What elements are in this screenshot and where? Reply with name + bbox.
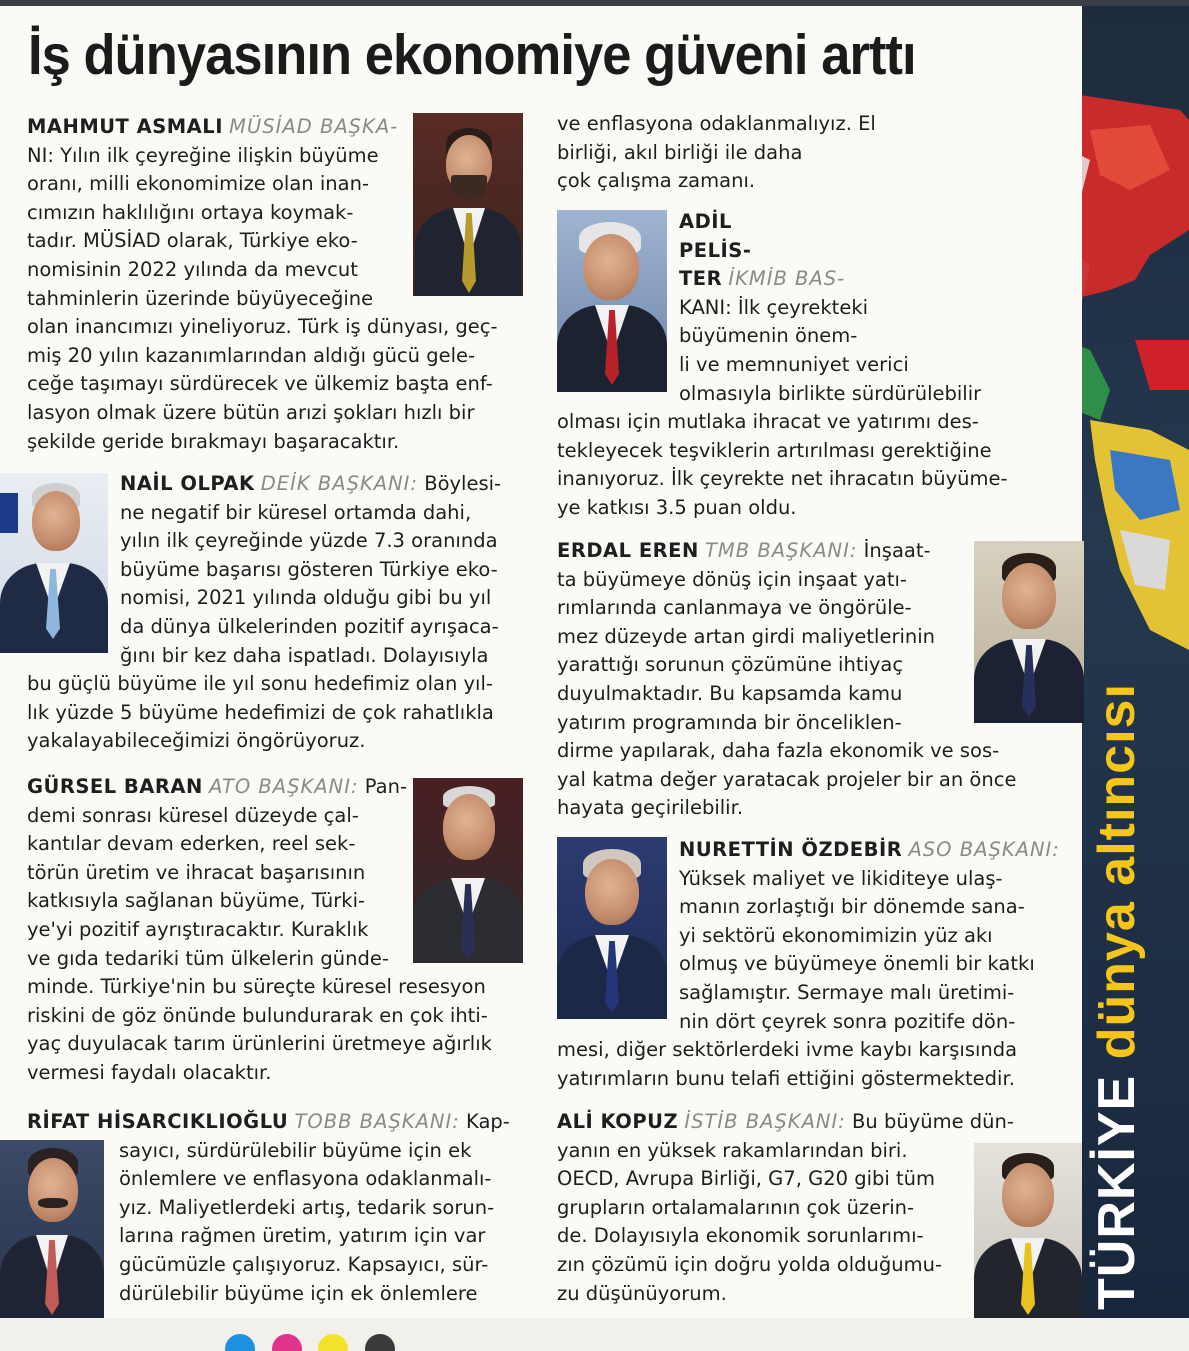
portrait-photo [413,778,523,963]
portrait-photo [974,541,1084,723]
quote-mahmut-asmali: MAHMUT ASMALI MÜSİAD BAŞKA- NI: Yılın ilk çeyreğine ilişkin büyüme oranı, milli ekonomimize olan inan- cımızın haklılığını ortaya koymak- tadır. MÜSİAD olarak, Türkiye eko- nomisinin 2022 yılında da mevcut tahminlerin üzerinde büyüyeceğine olan inancımızı yineliyoruz. Türk iş dünyası, geç- miş 20 yılın kazanımlarından aldığı gücü gele- ceğe taşımayı sürdürecek ve ülkemiz başta enf- lasyon olmak üzere bütün arızi şokları hızlı bir şekilde geride bırakmayı başaracaktır. [27,115,498,453]
quote-rifat-hisarciklioglu: RİFAT HİSARCIKLIOĞLU TOBB BAŞKANI: Kap- sayıcı, sürdürülebilir büyüme için ek önlemlere ve enflasyona odaklanmalı- yız. Maliyetlerdeki artış, tedarik sorun- larına rağmen üretim, yatırım için var gücümüzle çalışıyoruz. Kapsayıcı, sür- dürülebilir büyüme için ek önlemlere [27,1110,510,1305]
print-margin [0,1318,1189,1351]
quote-nurettin-ozdebir: NURETTİN ÖZDEBİR ASO BAŞKANI: Yüksek maliyet ve likiditeye ulaş- manın zorlaştığı bir dönemde sana- yi sektörü ekonomimizin yüz akı olmuş ve büyümeye önemli bir katkı sağlamıştır. Sermaye malı üretimi- nin dört çeyrek sonra pozitife dön- mesi, diğer sektörlerdeki ivme kaybı karşısında yatırımların bunu telafi ettiğini göstermektedir. [557,838,1060,1090]
quote-nail-olpak: NAİL OLPAK DEİK BAŞKANI: Böylesi- ne negatif bir küresel ortamda dahi, yılın ilk çeyreğinde yüzde 7.3 oranında büyüme başarısı gösteren Türkiye eko- nomisi, 2021 yılında olduğu gibi bu yıl da dünya ülkelerinden pozitif ayrışaca- ğını bir kez daha ispatladı. Dolayısıyla bu güçlü büyüme ile yıl sonu hedefimiz olan yıl- lık yüzde 5 büyüme hedefimizi de çok rahatlıkla yakalayabileceğimizi öngörüyoruz. [27,472,502,753]
top-edge [0,0,1189,6]
quote-ali-kopuz: ALİ KOPUZ İSTİB BAŞKANI: Bu büyüme dün- yanın en yüksek rakamlarından biri. OECD, Avrupa Birliği, G7, G20 gibi tüm grupların ortalamalarının çok üzerin- de. Dolayısıyla ekonomik sorunlarımı- zın çözümü için doğru yolda olduğumu- zu düşünüyorum. [557,1110,1014,1305]
quote-gursel-baran: GÜRSEL BARAN ATO BAŞKANI: Pan- demi sonrası küresel düzeyde çal- kantılar devam ederken, reel sek- törün üretim ve ihracat başarısının katkısıyla sağlanan büyüme, Türki- ye'yi pozitif ayrıştıracaktır. Kuraklık ve gıda tedariki tüm ülkelerin günde- minde. Türkiye'nin bu süreçte küresel resesyon riskini de göz önünde bulundurarak en çok ihti- yaç duyulacak tarım ürünlerini üretmeye ağırlık vermesi faydalı olacaktır. [27,775,492,1084]
quote-continuation: ve enflasyona odaklanmalıyız. El birliği, akıl birliği ile daha çok çalışma zamanı. [557,112,876,193]
side-banner-headline: TÜRKİYE dünya altıncısı [1088,683,1146,1310]
quote-adil-pelister: ADİL PELİS- TER İKMİB BAS- KANI: İlk çeyrekteki büyümenin önem- li ve memnuniyet verici olmasıyla birlikte sürdürülebilir olması için mutlaka ihracat ve yatırımı des- tekleyecek teşviklerin artırılması gerektiğine inanıyoruz. İlk çeyrekte net ihracatın büyüme- ye katkısı 3.5 puan oldu. [557,210,1008,519]
quote-erdal-eren: ERDAL EREN TMB BAŞKANI: İnşaat- ta büyümeye dönüş için inşaat yatı- rımlarında canlanmaya ve öngörüle- mez düzeyde artan girdi maliyetlerinin yarattığı sorunun çözümüne ihtiyaç duyulmaktadır. Bu kapsamda kamu yatırım programında bir önceliklen- dirme yapılarak, daha fazla ekonomik ve sos- yal katma değer yaratacak projeler bir an önce hayata geçirilebilir. [557,539,1017,820]
portrait-photo [974,1143,1082,1318]
page-title: İş dünyasının ekonomiye güveni arttı [28,23,916,87]
portrait-photo [413,113,523,296]
